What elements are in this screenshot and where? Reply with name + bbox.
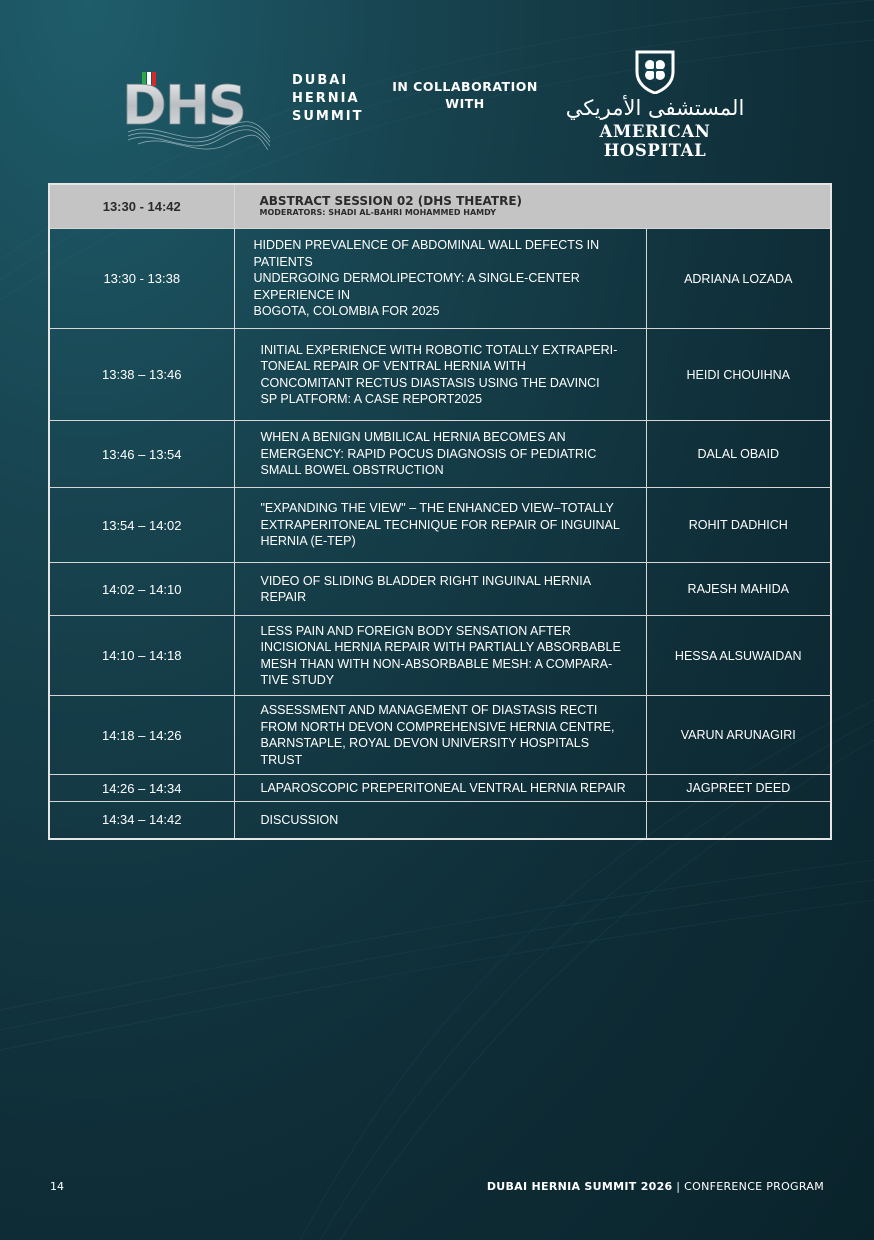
- partner-arabic-name: المستشفى الأمريكي: [565, 96, 745, 120]
- talk-title-line: TIVE STUDY: [260, 673, 335, 687]
- talk-title: [234, 421, 646, 488]
- talk-title-line: INCISIONAL HERNIA REPAIR WITH PARTIALLY ABSORBABLE: [260, 640, 621, 654]
- table-row: [49, 563, 831, 616]
- talk-time: 13:46 – 13:54: [49, 421, 234, 488]
- table-row: [49, 488, 831, 563]
- brand-name: [292, 72, 364, 126]
- table-row: [49, 696, 831, 775]
- talk-title-line: ASSESSMENT AND MANAGEMENT OF DIASTASIS RECTI: [260, 703, 598, 717]
- table-row: [49, 329, 831, 421]
- talk-title-line: LESS PAIN AND FOREIGN BODY SENSATION AFTER: [260, 623, 571, 638]
- collab-line: WITH: [445, 96, 485, 111]
- talk-title-line: HIDDEN PREVALENCE OF ABDOMINAL WALL DEFECTS IN: [253, 238, 600, 253]
- talk-time: 14:34 – 14:42: [49, 802, 234, 839]
- talk-title-line: MESH THAN WITH NON-ABSORBABLE MESH: A COMPARA-: [260, 656, 613, 671]
- talk-title-line: EXPERIENCE IN: [253, 287, 351, 302]
- talk-title-line: WHEN A BENIGN UMBILICAL HERNIA BECOMES AN: [260, 430, 566, 445]
- talk-time: 13:30 - 13:38: [49, 229, 234, 329]
- session-header-row: [49, 184, 831, 229]
- talk-time: 14:26 – 14:34: [49, 775, 234, 802]
- page-footer: [487, 1180, 824, 1193]
- talk-title-line: LAPAROSCOPIC PREPERITONEAL VENTRAL HERNIA REPAIR: [260, 780, 626, 795]
- speaker-name: ADRIANA LOZADA: [646, 229, 831, 329]
- talk-time: 13:54 – 14:02: [49, 488, 234, 563]
- session-title-cell: [234, 184, 831, 229]
- talk-title-line: BOGOTA, COLOMBIA FOR 2025: [253, 304, 440, 319]
- talk-title-line: CONCOMITANT RECTUS DIASTASIS USING THE DAVINCI: [260, 375, 600, 390]
- collab-line: IN COLLABORATION: [392, 79, 538, 94]
- brand-line: SUMMIT: [292, 109, 364, 124]
- speaker-name: ROHIT DADHICH: [646, 488, 831, 563]
- table-row: [49, 229, 831, 329]
- collaboration-text: [390, 78, 540, 112]
- talk-title: [234, 488, 646, 563]
- talk-title-line: DISCUSSION: [260, 812, 339, 827]
- talk-time: 14:10 – 14:18: [49, 616, 234, 696]
- talk-title-line: TONEAL REPAIR OF VENTRAL HERNIA WITH: [260, 359, 526, 373]
- dhs-logo: [118, 62, 276, 158]
- talk-title: [234, 775, 646, 802]
- table-row: [49, 616, 831, 696]
- footer-separator: |: [672, 1180, 685, 1193]
- speaker-name: [646, 802, 831, 839]
- talk-title: [234, 696, 646, 775]
- speaker-name: JAGPREET DEED: [646, 775, 831, 802]
- table-row: [49, 775, 831, 802]
- talk-title-line: HERNIA (E-TEP): [260, 534, 356, 549]
- talk-title-line: "EXPANDING THE VIEW" – THE ENHANCED VIEW–TOTALLY: [260, 501, 614, 516]
- talk-title-line: FROM NORTH DEVON COMPREHENSIVE HERNIA CENTRE,: [260, 719, 615, 734]
- partner-name: AMERICAN HOSPITAL: [599, 122, 711, 160]
- talk-title: [234, 802, 646, 839]
- talk-title-line: SP PLATFORM: A CASE REPORT2025: [260, 392, 483, 406]
- talk-title-line: EXTRAPERITONEAL TECHNIQUE FOR REPAIR OF INGUINAL: [260, 517, 620, 532]
- talk-time: 14:18 – 14:26: [49, 696, 234, 775]
- talk-title-line: INITIAL EXPERIENCE WITH ROBOTIC TOTALLY EXTRAPERI-: [260, 342, 618, 357]
- brand-line: HERNIA: [292, 91, 360, 106]
- speaker-name: HESSA ALSUWAIDAN: [646, 616, 831, 696]
- table-row: [49, 421, 831, 488]
- speaker-name: DALAL OBAID: [646, 421, 831, 488]
- talk-title-line: UNDERGOING DERMOLIPECTOMY: A SINGLE-CENTER: [253, 271, 580, 286]
- session-title: ABSTRACT SESSION 02 (DHS THEATRE): [259, 194, 523, 208]
- footer-event: DUBAI HERNIA SUMMIT 2026: [486, 1180, 673, 1193]
- page-number: 14: [50, 1180, 64, 1193]
- speaker-name: VARUN ARUNAGIRI: [646, 696, 831, 775]
- talk-time: 13:38 – 13:46: [49, 329, 234, 421]
- brand-line: DUBAI: [292, 73, 349, 88]
- american-hospital-shield-icon: [634, 48, 676, 94]
- talk-title-line: SMALL BOWEL OBSTRUCTION: [260, 463, 444, 478]
- session-schedule-table: [48, 183, 832, 840]
- session-time: 13:30 - 14:42: [49, 184, 234, 229]
- talk-time: 14:02 – 14:10: [49, 563, 234, 616]
- talk-title: [234, 329, 646, 421]
- talk-title: [234, 563, 646, 616]
- talk-title-line: PATIENTS: [253, 254, 313, 269]
- table-row: [49, 802, 831, 839]
- speaker-name: RAJESH MAHIDA: [646, 563, 831, 616]
- talk-title-line: REPAIR: [260, 590, 307, 604]
- talk-title-line: BARNSTAPLE, ROYAL DEVON UNIVERSITY HOSPITALS: [260, 736, 590, 750]
- session-moderators: MODERATORS: SHADI AL-BAHRI MOHAMMED HAMDY: [259, 208, 496, 217]
- talk-title: [234, 616, 646, 696]
- svg-text:DHS: DHS: [122, 74, 245, 137]
- talk-title-line: TRUST: [260, 752, 303, 767]
- talk-title-line: VIDEO OF SLIDING BLADDER RIGHT INGUINAL HERNIA: [260, 573, 592, 588]
- footer-section: CONFERENCE PROGRAM: [684, 1180, 824, 1193]
- speaker-name: HEIDI CHOUIHNA: [646, 329, 831, 421]
- talk-title-line: EMERGENCY: RAPID POCUS DIAGNOSIS OF PEDIATRIC: [260, 446, 597, 461]
- talk-title: [234, 229, 646, 329]
